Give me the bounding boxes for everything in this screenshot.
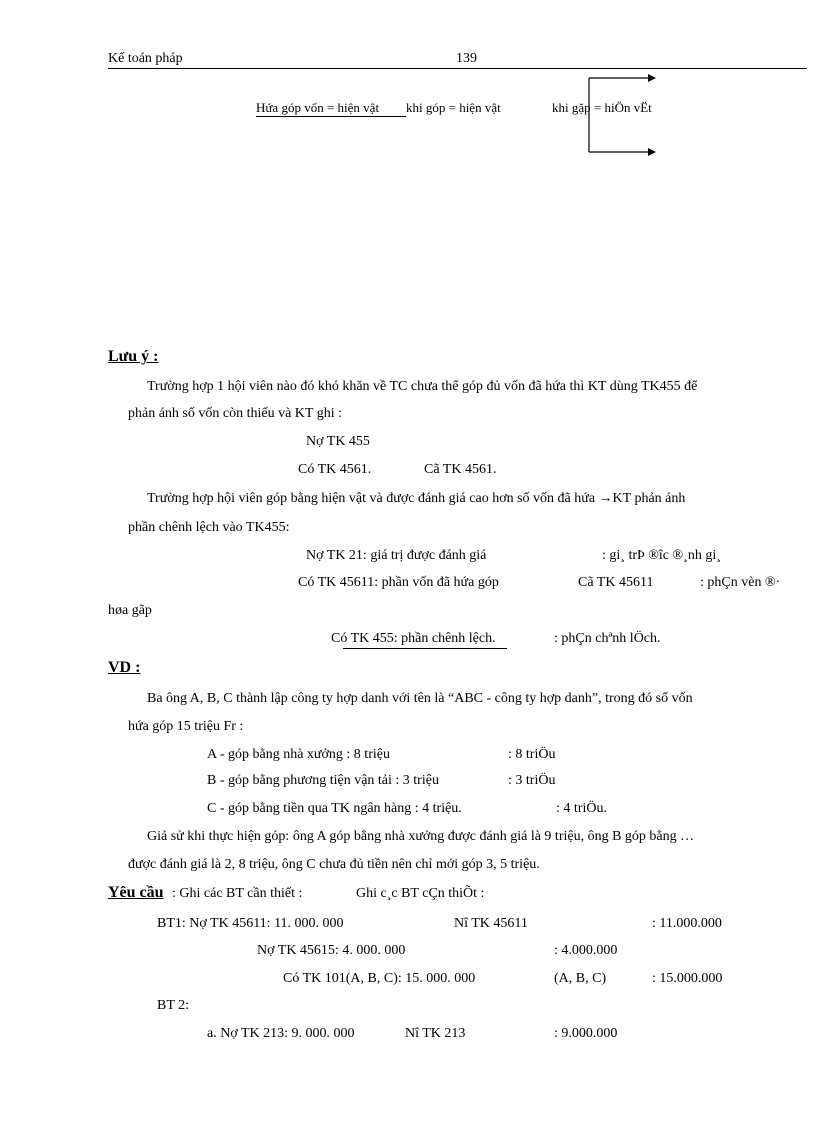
yeu-cau-heading: Yêu cầu <box>108 884 164 901</box>
bt1-line2: Nợ TK 45615: 4. 000. 000 <box>257 943 406 958</box>
vd-item-c-garbled: : 4 triÖu. <box>556 801 607 816</box>
bt1-line1-amount: : 11.000.000 <box>652 916 722 931</box>
luu-y-heading: Lưu ý : <box>108 348 159 365</box>
diagram-label-a-underline <box>256 116 406 117</box>
vd-p2-line2: được đánh giá là 2, 8 triệu, ông C chưa đủ tiền nên chỉ mới góp 3, 5 triệu. <box>128 857 540 872</box>
entry-ca-45611-garbled: : phÇn vèn ®· <box>700 575 781 590</box>
co-455-underline <box>343 648 507 649</box>
entry-ca-45611: Cã TK 45611 <box>578 575 654 590</box>
luu-y-p2-line2: phần chênh lệch vào TK455: <box>128 520 290 535</box>
vd-item-c: C - góp bằng tiền qua TK ngân hàng : 4 triệu. <box>207 801 462 816</box>
bt1-line3-amount: : 15.000.000 <box>652 971 723 986</box>
entry-co-455: Có TK 455: phần chênh lệch. <box>331 631 496 646</box>
vd-item-a-garbled: : 8 triÖu <box>508 747 556 762</box>
vd-item-a: A - góp bằng nhà xưởng : 8 triệu <box>207 747 390 762</box>
entry-co-4561: Có TK 4561. <box>298 462 372 477</box>
bt2-line-a-amount: : 9.000.000 <box>554 1026 618 1041</box>
entry-co-455-garbled: : phÇn chªnh lÖch. <box>554 631 661 646</box>
diagram-label-c: khi gặp = hiÖn vËt <box>552 100 652 115</box>
luu-y-p2-line1: Trường hợp hội viên góp bằng hiện vật và được đánh giá cao hơn số vốn đã hứa →KT phản ánh <box>147 491 686 506</box>
vd-p1-line1: Ba ông A, B, C thành lập công ty hợp danh với tên là “ABC - công ty hợp danh”, trong đó số vốn <box>147 691 693 706</box>
wrap-garbled: høa gãp <box>108 603 152 618</box>
page-number: 139 <box>456 51 477 66</box>
entry-co-45611: Có TK 45611: phần vốn đã hứa góp <box>298 575 499 590</box>
luu-y-p1-line1: Trường hợp 1 hội viên nào đó khó khăn về TC chưa thể góp đủ vốn đã hứa thì KT dùng TK455 để <box>147 379 698 394</box>
diagram-label-b: khi góp = hiện vật <box>406 100 501 115</box>
entry-no-455: Nợ TK 455 <box>306 434 370 449</box>
bt1-line1: BT1: Nợ TK 45611: 11. 000. 000 <box>157 916 344 931</box>
bt1-line1-garbled: Nî TK 45611 <box>454 916 528 931</box>
entry-no-21: Nợ TK 21: giá trị được đánh giá <box>306 548 487 563</box>
diagram-label-a: Hứa góp vốn = hiện vật <box>256 100 380 115</box>
bt2-line-a-garbled: Nî TK 213 <box>405 1026 466 1041</box>
yeu-cau-text: : Ghi các BT cần thiết : <box>172 886 303 901</box>
arrow-top-head <box>648 74 656 82</box>
vd-heading: VD : <box>108 659 141 676</box>
luu-y-p1-line2: phản ánh số vốn còn thiếu và KT ghi : <box>128 406 342 421</box>
diagram-arrows <box>580 68 670 168</box>
vd-item-b: B - góp bằng phương tiện vận tải : 3 triệu <box>207 773 439 788</box>
bt2-line-a: a. Nợ TK 213: 9. 000. 000 <box>207 1026 355 1041</box>
bt2-label: BT 2: <box>157 998 190 1013</box>
bt1-line3: Có TK 101(A, B, C): 15. 000. 000 <box>283 971 476 986</box>
arrow-bottom-head <box>648 148 656 156</box>
vd-p1-line2: hứa góp 15 triệu Fr : <box>128 719 244 734</box>
entry-ca-4561: Cã TK 4561. <box>424 462 497 477</box>
entry-no-21-garbled: : gi¸ trÞ ®îc ®¸nh gi¸ <box>602 548 721 563</box>
bt1-line2-amount: : 4.000.000 <box>554 943 618 958</box>
header-title: Kế toán pháp <box>108 51 183 66</box>
vd-p2-line1: Giả sử khi thực hiện góp: ông A góp bằng nhà xưởng được đánh giá là 9 triệu, ông B góp bằng … <box>147 829 695 844</box>
bt1-line3-mid: (A, B, C) <box>554 971 607 986</box>
yeu-cau-garbled: Ghi c¸c BT cÇn thiÕt : <box>356 886 485 901</box>
header-rule <box>108 68 807 69</box>
vd-item-b-garbled: : 3 triÖu <box>508 773 556 788</box>
